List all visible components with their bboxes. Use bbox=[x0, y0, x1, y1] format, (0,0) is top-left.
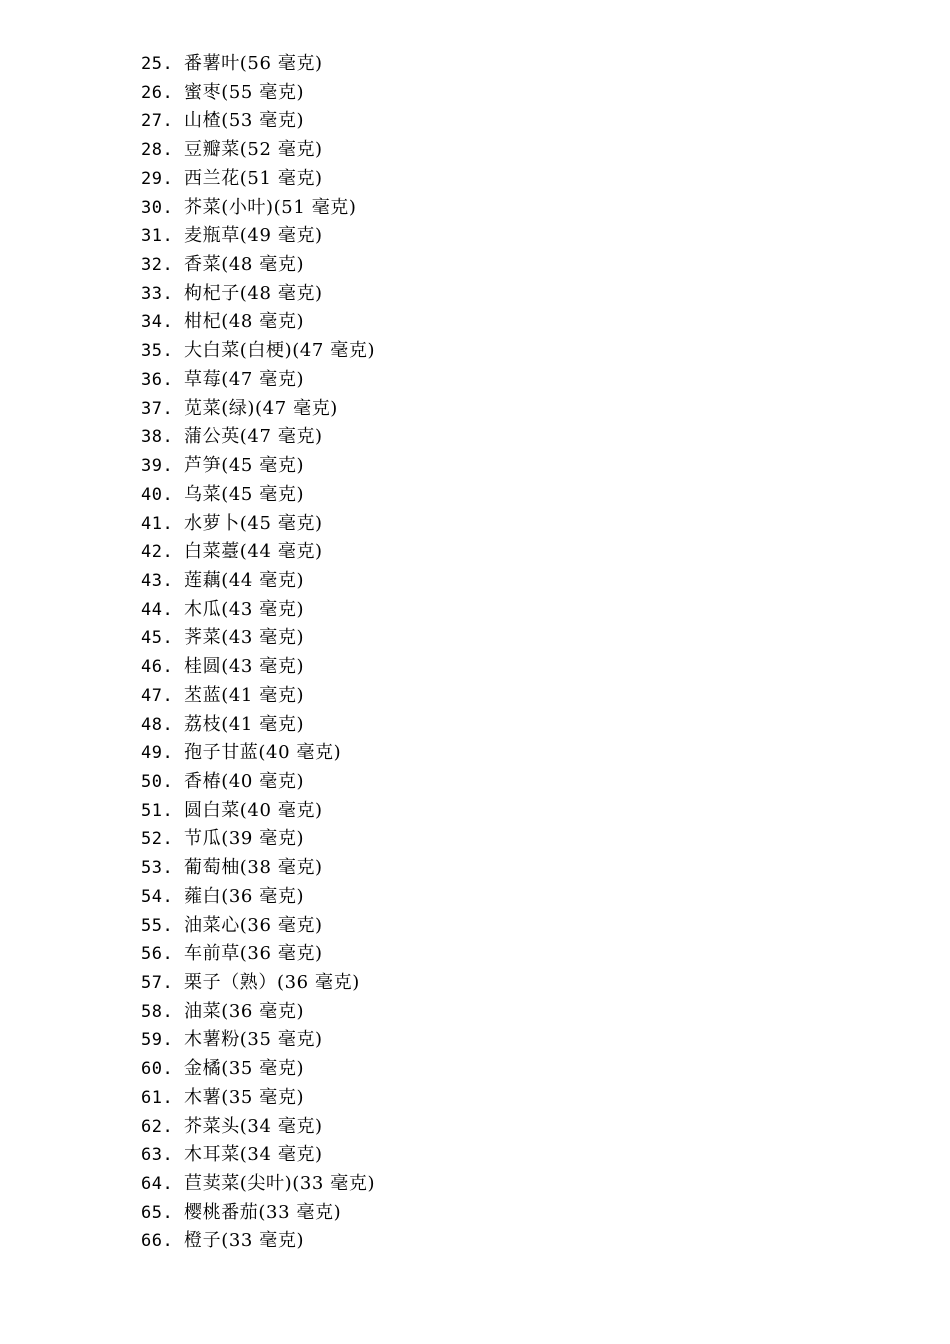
list-item-number: 63. bbox=[141, 1145, 174, 1166]
list-item-text: 柑杞(48 毫克) bbox=[184, 311, 305, 333]
list-item-number: 27. bbox=[141, 111, 174, 132]
list-item-text: 木瓜(43 毫克) bbox=[184, 598, 305, 620]
list-item-text: 橙子(33 毫克) bbox=[184, 1230, 305, 1252]
list-item-text: 香椿(40 毫克) bbox=[184, 770, 305, 792]
list-item-text: 葡萄柚(38 毫克) bbox=[184, 857, 323, 879]
list-item-text: 荔枝(41 毫克) bbox=[184, 713, 305, 735]
list-item bbox=[141, 538, 375, 567]
list-item-text: 孢子甘蓝(40 毫克) bbox=[184, 742, 342, 764]
list-item bbox=[141, 337, 375, 366]
list-item bbox=[141, 481, 375, 510]
list-item-number: 33. bbox=[141, 283, 174, 304]
list-item-number: 32. bbox=[141, 255, 174, 276]
list-item-number: 36. bbox=[141, 369, 174, 390]
list-item-number: 44. bbox=[141, 599, 174, 620]
list-item bbox=[141, 423, 375, 452]
list-item bbox=[141, 1055, 375, 1084]
list-item bbox=[141, 1199, 375, 1228]
list-item bbox=[141, 1141, 375, 1170]
list-item-text: 樱桃番茄(33 毫克) bbox=[184, 1201, 342, 1223]
list-item-text: 桂圆(43 毫克) bbox=[184, 656, 305, 678]
list-item bbox=[141, 366, 375, 395]
list-item-number: 57. bbox=[141, 973, 174, 993]
list-item bbox=[141, 1227, 375, 1256]
list-item-text: 木耳菜(34 毫克) bbox=[184, 1144, 323, 1166]
list-item-text: 苤蓝(41 毫克) bbox=[184, 684, 305, 706]
list-item-number: 39. bbox=[141, 456, 174, 477]
list-item-number: 50. bbox=[141, 771, 174, 792]
list-item-number: 53. bbox=[141, 858, 174, 879]
list-item-text: 草莓(47 毫克) bbox=[184, 368, 305, 390]
list-item-text: 苋菜(绿)(47 毫克) bbox=[184, 397, 338, 419]
list-item-text: 番薯叶(56 毫克) bbox=[184, 53, 323, 74]
list-item bbox=[141, 682, 375, 711]
list-item-number: 47. bbox=[141, 685, 174, 706]
list-item-text: 芥菜(小叶)(51 毫克) bbox=[184, 196, 357, 218]
list-item-text: 芦笋(45 毫克) bbox=[184, 455, 305, 477]
list-item-number: 65. bbox=[141, 1202, 174, 1223]
list-item bbox=[141, 165, 375, 194]
list-item bbox=[141, 222, 375, 251]
list-item bbox=[141, 50, 375, 79]
list-item bbox=[141, 1170, 375, 1199]
list-item bbox=[141, 79, 375, 108]
list-item-text: 枸杞子(48 毫克) bbox=[184, 282, 323, 304]
list-item-text: 蜜枣(55 毫克) bbox=[184, 81, 305, 103]
list-item-number: 25. bbox=[141, 54, 174, 74]
list-item-text: 荠菜(43 毫克) bbox=[184, 627, 305, 649]
list-item-text: 圆白菜(40 毫克) bbox=[184, 799, 323, 821]
list-item-text: 芥菜头(34 毫克) bbox=[184, 1115, 323, 1137]
list-item-number: 41. bbox=[141, 513, 174, 534]
list-item-number: 55. bbox=[141, 915, 174, 936]
list-item-number: 38. bbox=[141, 427, 174, 448]
list-item-number: 40. bbox=[141, 484, 174, 505]
list-item bbox=[141, 711, 375, 740]
list-item-number: 49. bbox=[141, 743, 174, 764]
list-item-text: 蒲公英(47 毫克) bbox=[184, 426, 323, 448]
list-item-text: 金橘(35 毫克) bbox=[184, 1058, 305, 1080]
list-item bbox=[141, 596, 375, 625]
food-list bbox=[141, 50, 375, 1256]
list-item-number: 35. bbox=[141, 341, 174, 362]
list-item-number: 60. bbox=[141, 1059, 174, 1080]
list-item bbox=[141, 510, 375, 539]
list-item-number: 26. bbox=[141, 82, 174, 103]
list-item-number: 61. bbox=[141, 1087, 174, 1108]
list-item-number: 37. bbox=[141, 398, 174, 419]
list-item bbox=[141, 1026, 375, 1055]
list-item-number: 43. bbox=[141, 570, 174, 591]
list-item-text: 车前草(36 毫克) bbox=[184, 943, 323, 965]
list-item-number: 48. bbox=[141, 714, 174, 735]
list-item-number: 58. bbox=[141, 1001, 174, 1022]
list-item bbox=[141, 739, 375, 768]
list-item-text: 豆瓣菜(52 毫克) bbox=[184, 139, 323, 161]
list-item-text: 西兰花(51 毫克) bbox=[184, 167, 323, 189]
list-item-text: 莲藕(44 毫克) bbox=[184, 569, 305, 591]
list-item-number: 42. bbox=[141, 542, 174, 563]
list-item bbox=[141, 1113, 375, 1142]
list-item-number: 31. bbox=[141, 226, 174, 247]
list-item-text: 油菜(36 毫克) bbox=[184, 1000, 305, 1022]
list-item bbox=[141, 624, 375, 653]
list-item-text: 栗子（熟）(36 毫克) bbox=[184, 972, 360, 993]
list-item-number: 56. bbox=[141, 944, 174, 965]
list-item-number: 59. bbox=[141, 1030, 174, 1051]
list-item-number: 46. bbox=[141, 657, 174, 678]
list-item-text: 山楂(53 毫克) bbox=[184, 110, 305, 132]
list-item-number: 34. bbox=[141, 312, 174, 333]
list-item bbox=[141, 280, 375, 309]
list-item bbox=[141, 107, 375, 136]
list-item bbox=[141, 452, 375, 481]
list-item-text: 水萝卜(45 毫克) bbox=[184, 512, 323, 534]
list-item-text: 蕹白(36 毫克) bbox=[184, 885, 305, 907]
list-item bbox=[141, 969, 375, 998]
list-item bbox=[141, 567, 375, 596]
list-item-number: 62. bbox=[141, 1116, 174, 1137]
list-item-text: 麦瓶草(49 毫克) bbox=[184, 225, 323, 247]
list-item-number: 28. bbox=[141, 140, 174, 161]
list-item-text: 乌菜(45 毫克) bbox=[184, 483, 305, 505]
list-item-number: 64. bbox=[141, 1174, 174, 1195]
list-item bbox=[141, 998, 375, 1027]
list-item-text: 木薯粉(35 毫克) bbox=[184, 1029, 323, 1051]
list-item bbox=[141, 308, 375, 337]
list-item-text: 节瓜(39 毫克) bbox=[184, 828, 305, 850]
list-item bbox=[141, 912, 375, 941]
list-item-number: 30. bbox=[141, 197, 174, 218]
list-item bbox=[141, 395, 375, 424]
list-item bbox=[141, 251, 375, 280]
list-item-number: 29. bbox=[141, 168, 174, 189]
list-item bbox=[141, 940, 375, 969]
list-item-text: 油菜心(36 毫克) bbox=[184, 914, 323, 936]
list-item bbox=[141, 825, 375, 854]
list-item bbox=[141, 653, 375, 682]
list-item-text: 白菜薹(44 毫克) bbox=[184, 541, 323, 563]
list-item bbox=[141, 797, 375, 826]
list-item bbox=[141, 854, 375, 883]
list-item bbox=[141, 768, 375, 797]
list-item bbox=[141, 194, 375, 223]
list-item bbox=[141, 136, 375, 165]
list-item-number: 66. bbox=[141, 1231, 174, 1252]
list-item-text: 木薯(35 毫克) bbox=[184, 1086, 305, 1108]
list-item-text: 苣荬菜(尖叶)(33 毫克) bbox=[184, 1173, 376, 1195]
list-item-number: 51. bbox=[141, 800, 174, 821]
list-item-number: 45. bbox=[141, 628, 174, 649]
list-item bbox=[141, 1084, 375, 1113]
list-item-text: 大白菜(白梗)(47 毫克) bbox=[184, 340, 376, 362]
list-item-number: 52. bbox=[141, 829, 174, 850]
list-item-number: 54. bbox=[141, 886, 174, 907]
list-item-text: 香菜(48 毫克) bbox=[184, 254, 305, 276]
list-item bbox=[141, 883, 375, 912]
